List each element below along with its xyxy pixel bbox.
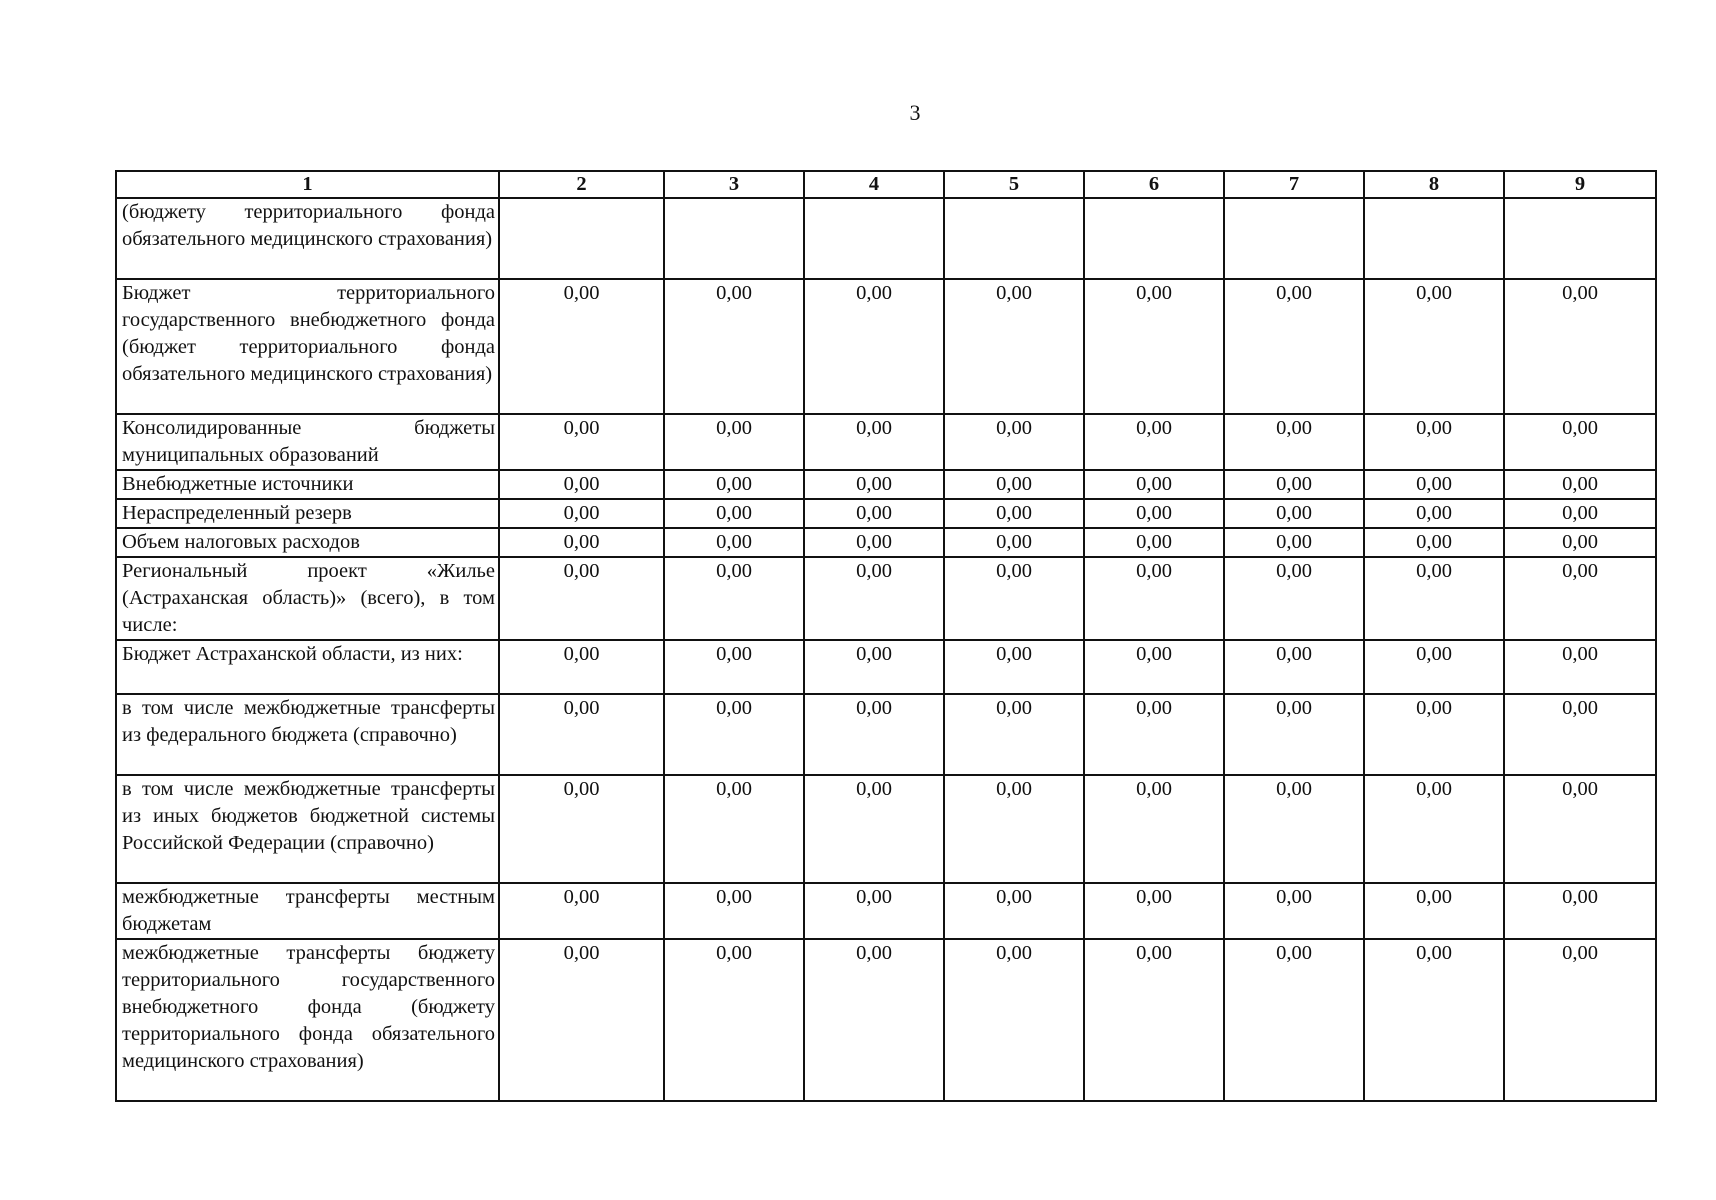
value-cell: 0,00: [664, 528, 804, 557]
value-cell: 0,00: [1084, 640, 1224, 694]
value-cell: 0,00: [1504, 470, 1656, 499]
value-cell: 0,00: [1084, 470, 1224, 499]
page-number: 3: [909, 100, 921, 125]
value-cell: 0,00: [1364, 414, 1504, 470]
row-label: Консолидированные бюджеты муниципальных образований: [116, 414, 499, 470]
value-cell: 0,00: [1224, 939, 1364, 1101]
value-cell: 0,00: [664, 470, 804, 499]
value-cell: 0,00: [1504, 883, 1656, 939]
value-cell: 0,00: [664, 279, 804, 414]
value-cell: 0,00: [804, 414, 944, 470]
table-row: [116, 279, 1656, 414]
value-cell: 0,00: [499, 557, 664, 640]
value-cell: 0,00: [804, 557, 944, 640]
column-header-4: 4: [804, 171, 944, 198]
row-label: (бюджету территориального фонда обязательного медицинского страхования): [116, 198, 499, 279]
value-cell: [804, 198, 944, 279]
column-header-1: 1: [116, 171, 499, 198]
value-cell: 0,00: [664, 414, 804, 470]
value-cell: 0,00: [499, 414, 664, 470]
value-cell: 0,00: [1084, 694, 1224, 775]
row-label: в том числе межбюджетные трансферты из федерального бюджета (справочно): [116, 694, 499, 775]
row-label: межбюджетные трансферты местным бюджетам: [116, 883, 499, 939]
value-cell: 0,00: [1504, 939, 1656, 1101]
value-cell: 0,00: [1364, 499, 1504, 528]
row-label: межбюджетные трансферты бюджету территориального государственного внебюджетного фонда (бюджету территориального фонда обязательного медицинского страхования): [116, 939, 499, 1101]
column-header-6: 6: [1084, 171, 1224, 198]
value-cell: 0,00: [499, 528, 664, 557]
value-cell: 0,00: [1084, 528, 1224, 557]
table-row: [116, 775, 1656, 883]
value-cell: 0,00: [804, 775, 944, 883]
value-cell: 0,00: [1224, 528, 1364, 557]
value-cell: 0,00: [1364, 883, 1504, 939]
value-cell: 0,00: [499, 775, 664, 883]
value-cell: 0,00: [1504, 775, 1656, 883]
value-cell: 0,00: [1364, 470, 1504, 499]
value-cell: 0,00: [664, 883, 804, 939]
value-cell: 0,00: [1364, 939, 1504, 1101]
value-cell: 0,00: [1504, 414, 1656, 470]
value-cell: 0,00: [1364, 557, 1504, 640]
value-cell: [499, 198, 664, 279]
value-cell: 0,00: [944, 939, 1084, 1101]
value-cell: 0,00: [1224, 694, 1364, 775]
value-cell: 0,00: [1364, 528, 1504, 557]
value-cell: 0,00: [1224, 279, 1364, 414]
row-label: Бюджет территориального государственного внебюджетного фонда (бюджет территориального фонда обязательного медицинского страхования): [116, 279, 499, 414]
value-cell: 0,00: [1224, 640, 1364, 694]
table-row: [116, 694, 1656, 775]
value-cell: 0,00: [1504, 279, 1656, 414]
value-cell: 0,00: [1224, 775, 1364, 883]
value-cell: 0,00: [944, 470, 1084, 499]
value-cell: [1504, 198, 1656, 279]
value-cell: 0,00: [804, 528, 944, 557]
value-cell: 0,00: [664, 499, 804, 528]
table-row: [116, 414, 1656, 470]
value-cell: 0,00: [804, 939, 944, 1101]
value-cell: 0,00: [944, 414, 1084, 470]
value-cell: 0,00: [804, 883, 944, 939]
value-cell: 0,00: [1504, 528, 1656, 557]
row-label: Региональный проект «Жилье (Астраханская область)» (всего), в том числе:: [116, 557, 499, 640]
value-cell: 0,00: [1364, 640, 1504, 694]
value-cell: 0,00: [1084, 279, 1224, 414]
value-cell: 0,00: [499, 883, 664, 939]
value-cell: 0,00: [664, 939, 804, 1101]
value-cell: 0,00: [664, 694, 804, 775]
value-cell: 0,00: [1084, 499, 1224, 528]
value-cell: 0,00: [1504, 694, 1656, 775]
table-row: [116, 198, 1656, 279]
value-cell: [1364, 198, 1504, 279]
value-cell: 0,00: [1504, 499, 1656, 528]
value-cell: 0,00: [499, 499, 664, 528]
table-row: [116, 939, 1656, 1101]
value-cell: 0,00: [944, 694, 1084, 775]
value-cell: [1224, 198, 1364, 279]
value-cell: 0,00: [1224, 557, 1364, 640]
value-cell: 0,00: [1224, 414, 1364, 470]
value-cell: 0,00: [1224, 470, 1364, 499]
value-cell: 0,00: [1084, 557, 1224, 640]
value-cell: 0,00: [944, 499, 1084, 528]
value-cell: 0,00: [664, 640, 804, 694]
value-cell: 0,00: [804, 694, 944, 775]
value-cell: 0,00: [804, 279, 944, 414]
row-label: Бюджет Астраханской области, из них:: [116, 640, 499, 694]
value-cell: 0,00: [804, 470, 944, 499]
value-cell: 0,00: [944, 279, 1084, 414]
value-cell: 0,00: [664, 557, 804, 640]
value-cell: 0,00: [944, 528, 1084, 557]
value-cell: 0,00: [1504, 557, 1656, 640]
value-cell: 0,00: [1224, 499, 1364, 528]
budget-table: [115, 170, 1657, 1102]
column-header-5: 5: [944, 171, 1084, 198]
column-header-9: 9: [1504, 171, 1656, 198]
value-cell: [944, 198, 1084, 279]
value-cell: 0,00: [804, 640, 944, 694]
column-header-2: 2: [499, 171, 664, 198]
value-cell: 0,00: [944, 557, 1084, 640]
value-cell: 0,00: [1084, 775, 1224, 883]
value-cell: 0,00: [499, 640, 664, 694]
value-cell: [664, 198, 804, 279]
value-cell: 0,00: [664, 775, 804, 883]
table-row: [116, 640, 1656, 694]
table-row: [116, 470, 1656, 499]
value-cell: 0,00: [499, 694, 664, 775]
table-row: [116, 528, 1656, 557]
value-cell: 0,00: [1084, 939, 1224, 1101]
value-cell: 0,00: [499, 470, 664, 499]
row-label: в том числе межбюджетные трансферты из иных бюджетов бюджетной системы Российской Федерации (справочно): [116, 775, 499, 883]
value-cell: 0,00: [1364, 775, 1504, 883]
value-cell: 0,00: [1364, 694, 1504, 775]
value-cell: 0,00: [944, 883, 1084, 939]
row-label: Внебюджетные источники: [116, 470, 499, 499]
value-cell: 0,00: [804, 499, 944, 528]
row-label: Объем налоговых расходов: [116, 528, 499, 557]
value-cell: 0,00: [1084, 414, 1224, 470]
column-header-3: 3: [664, 171, 804, 198]
column-header-8: 8: [1364, 171, 1504, 198]
table-row: [116, 883, 1656, 939]
value-cell: 0,00: [1504, 640, 1656, 694]
value-cell: 0,00: [944, 640, 1084, 694]
value-cell: [1084, 198, 1224, 279]
header-row: [116, 171, 1656, 198]
row-label: Нераспределенный резерв: [116, 499, 499, 528]
value-cell: 0,00: [1084, 883, 1224, 939]
value-cell: 0,00: [499, 939, 664, 1101]
value-cell: 0,00: [1364, 279, 1504, 414]
value-cell: 0,00: [1224, 883, 1364, 939]
column-header-7: 7: [1224, 171, 1364, 198]
table-row: [116, 557, 1656, 640]
table-row: [116, 499, 1656, 528]
value-cell: 0,00: [499, 279, 664, 414]
value-cell: 0,00: [944, 775, 1084, 883]
